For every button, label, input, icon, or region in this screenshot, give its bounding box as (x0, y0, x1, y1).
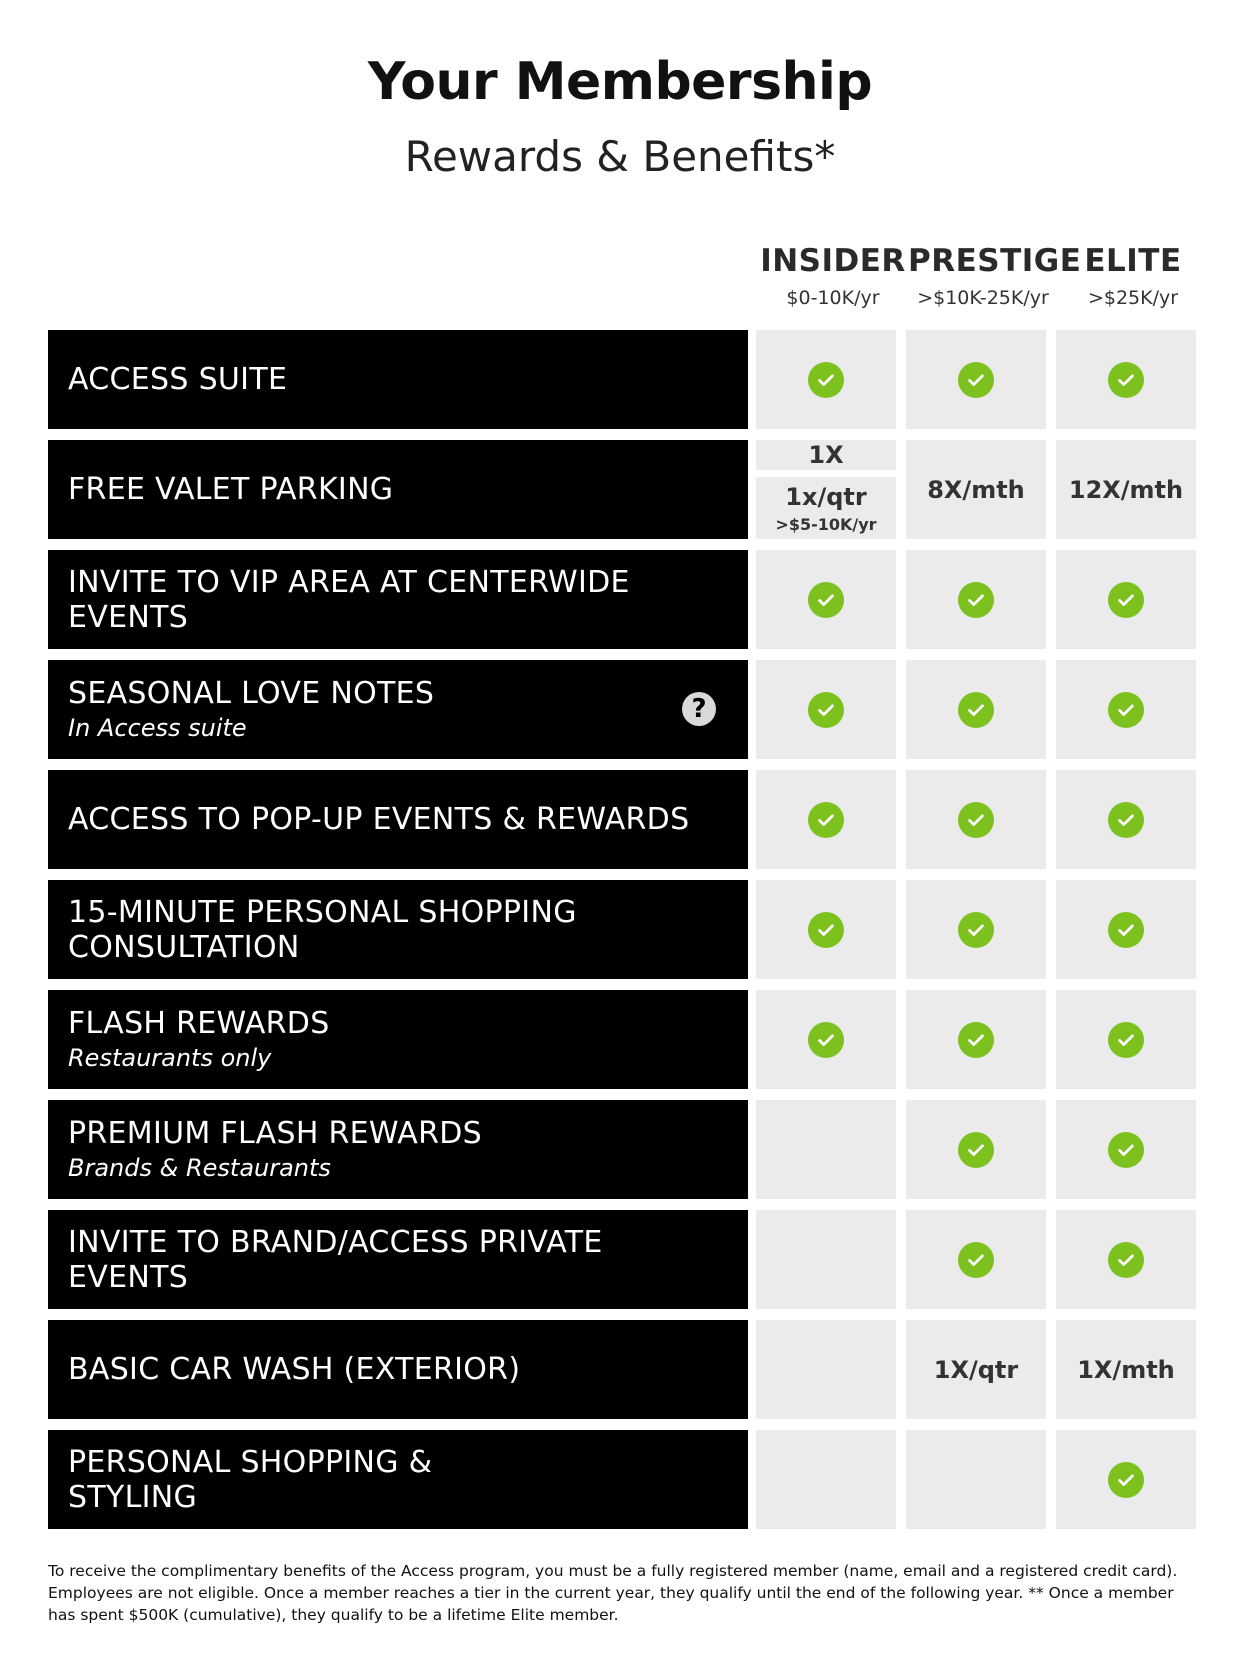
insider-value: 1x/qtr (785, 482, 867, 511)
check-circle-icon (808, 912, 844, 948)
check-circle-icon (808, 692, 844, 728)
tier-range: >$10K-25K/yr (917, 287, 1049, 309)
cell-prestige (906, 880, 1046, 979)
check-circle-icon (1108, 582, 1144, 618)
insider-upper-value: 1X (756, 440, 896, 470)
check-circle-icon (808, 802, 844, 838)
check-circle-icon (958, 1132, 994, 1168)
tier-name: INSIDER (760, 243, 906, 279)
page-subtitle: Rewards & Benefits* (404, 132, 836, 181)
cell-prestige (906, 1430, 1046, 1529)
benefit-title-line1: 15-MINUTE PERSONAL SHOPPING (68, 894, 577, 930)
tier-range: $0-10K/yr (786, 287, 880, 309)
benefit-title-line2: CONSULTATION (68, 929, 300, 965)
benefit-label (48, 550, 748, 649)
benefit-row (48, 330, 1198, 429)
check-circle-icon (958, 362, 994, 398)
check-circle-icon (808, 582, 844, 618)
benefit-subtitle: In Access suite (68, 714, 247, 742)
benefit-label (48, 1320, 748, 1419)
cell-value: 1X/mth (1077, 1355, 1175, 1384)
cell-insider (756, 1320, 896, 1419)
benefit-label (48, 440, 748, 539)
cell-prestige (906, 990, 1046, 1089)
cell-prestige (906, 660, 1046, 759)
check-circle-icon (958, 912, 994, 948)
cell-value: 1X/qtr (933, 1355, 1019, 1384)
check-circle-icon (958, 1022, 994, 1058)
cell-insider (756, 550, 896, 649)
footnote: To receive the complimentary benefits of the Access program, you must be a fully registered member (name, email and a registered credit card). Employees are not eligible. Once a member reaches a tier in the current year, they qualify until the end of the following year. ** Once a member has spent $500K (cumulative), they qualify to be a lifetime Elite member. (48, 1562, 1178, 1624)
cell-elite (1056, 440, 1196, 539)
benefit-label (48, 770, 748, 869)
tier-name: PRESTIGE (908, 243, 1082, 279)
cell-prestige (906, 330, 1046, 429)
cell-elite (1056, 1320, 1196, 1419)
check-circle-icon (1108, 1462, 1144, 1498)
benefit-row (48, 1100, 1198, 1199)
cell-prestige (906, 770, 1046, 869)
benefit-label (48, 1100, 748, 1199)
cell-elite (1056, 990, 1196, 1089)
benefit-label (48, 1210, 748, 1309)
benefit-label (48, 990, 748, 1089)
cell-elite (1056, 1430, 1196, 1529)
benefit-label (48, 330, 748, 429)
check-circle-icon (958, 1242, 994, 1278)
cell-elite (1056, 660, 1196, 759)
tier-name: ELITE (1084, 243, 1182, 279)
benefit-title: SEASONAL LOVE NOTES (68, 676, 435, 711)
check-circle-icon (958, 692, 994, 728)
cell-insider (756, 1210, 896, 1309)
benefit-row (48, 1320, 1198, 1419)
benefit-label (48, 1430, 748, 1529)
benefit-title: BASIC CAR WASH (EXTERIOR) (68, 1352, 521, 1387)
check-circle-icon (958, 582, 994, 618)
check-circle-icon (1108, 1242, 1144, 1278)
insider-lower-cell (756, 477, 896, 539)
cell-insider (756, 660, 896, 759)
check-circle-icon (1108, 802, 1144, 838)
cell-insider (756, 1430, 896, 1529)
cell-insider (756, 990, 896, 1089)
benefit-title: PREMIUM FLASH REWARDS (68, 1116, 482, 1151)
benefit-row (48, 1210, 1198, 1309)
benefit-title: ACCESS SUITE (68, 362, 288, 397)
check-circle-icon (1108, 1132, 1144, 1168)
check-circle-icon (808, 1022, 844, 1058)
check-circle-icon (1108, 912, 1144, 948)
tier-range: >$25K/yr (1087, 287, 1179, 309)
benefit-row (48, 880, 1198, 979)
benefit-title-line1: PERSONAL SHOPPING & (68, 1444, 433, 1480)
cell-insider (756, 440, 896, 539)
cell-insider (756, 880, 896, 979)
benefit-row (48, 770, 1198, 869)
cell-value: 8X/mth (927, 475, 1025, 504)
cell-elite (1056, 770, 1196, 869)
benefit-title-line2: STYLING (68, 1479, 198, 1515)
cell-value: 12X/mth (1068, 475, 1184, 504)
cell-insider (756, 770, 896, 869)
cell-prestige (906, 1100, 1046, 1199)
tier-insider (758, 243, 908, 309)
benefit-label (48, 660, 748, 759)
check-circle-icon (1108, 692, 1144, 728)
benefit-subtitle: Brands & Restaurants (68, 1154, 331, 1182)
benefit-subtitle: Restaurants only (68, 1044, 272, 1072)
check-circle-icon (1108, 1022, 1144, 1058)
benefit-row (48, 550, 1198, 649)
benefit-row (48, 990, 1198, 1089)
question-icon[interactable]: ? (682, 692, 716, 726)
page-title: Your Membership (367, 52, 873, 112)
check-circle-icon (1108, 362, 1144, 398)
check-circle-icon (958, 802, 994, 838)
cell-elite (1056, 550, 1196, 649)
cell-prestige (906, 440, 1046, 539)
check-circle-icon (808, 362, 844, 398)
benefit-label (48, 880, 748, 979)
benefit-row (48, 1430, 1198, 1529)
cell-elite (1056, 330, 1196, 429)
benefit-title: INVITE TO VIP AREA AT CENTERWIDE EVENTS (68, 564, 630, 635)
tier-prestige (908, 243, 1082, 309)
benefit-row (48, 660, 1198, 759)
tier-elite (1058, 243, 1208, 309)
cell-insider (756, 330, 896, 429)
benefit-title: INVITE TO BRAND/ACCESS PRIVATE EVENTS (68, 1224, 603, 1295)
cell-insider (756, 1100, 896, 1199)
benefit-title: FREE VALET PARKING (68, 472, 394, 507)
cell-elite (1056, 1100, 1196, 1199)
cell-elite (1056, 880, 1196, 979)
benefit-title: FLASH REWARDS (68, 1006, 330, 1041)
cell-prestige (906, 1210, 1046, 1309)
cell-prestige (906, 550, 1046, 649)
benefit-title: ACCESS TO POP-UP EVENTS & REWARDS (68, 802, 690, 837)
benefit-row (48, 440, 1198, 539)
cell-prestige (906, 1320, 1046, 1419)
cell-elite (1056, 1210, 1196, 1309)
insider-note: >$5-10K/yr (775, 514, 877, 534)
